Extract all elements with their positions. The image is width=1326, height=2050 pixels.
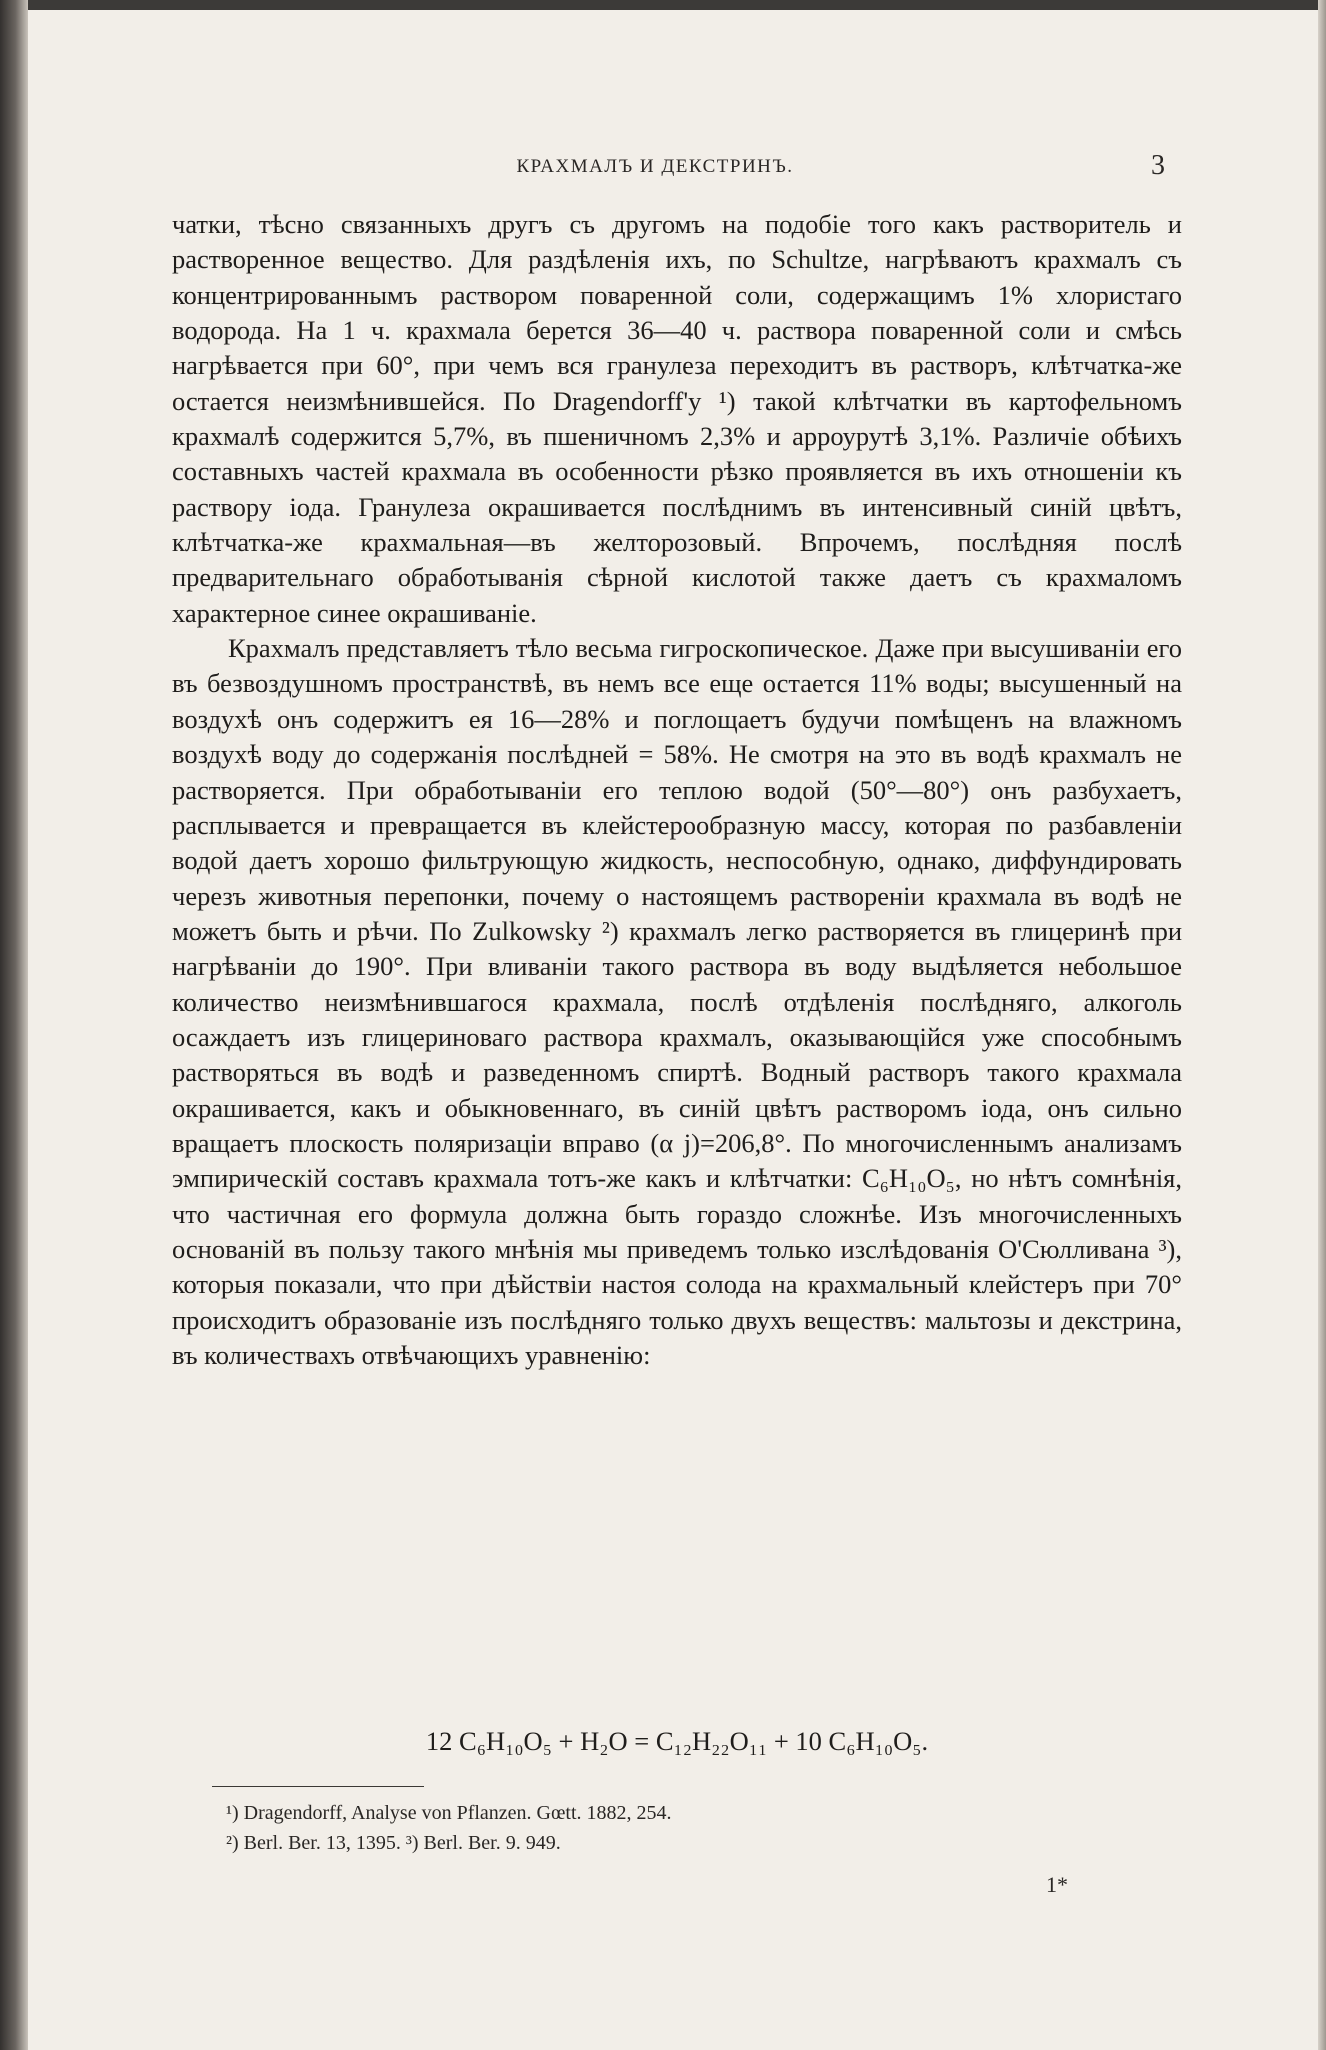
body-text [172, 207, 1182, 1373]
scan-binding-edge [0, 0, 28, 2050]
signature-mark: 1* [1046, 1872, 1068, 1897]
footnote: ²) Berl. Ber. 13, 1395. ³) Berl. Ber. 9. 949. [226, 1832, 561, 1854]
paragraph: чатки, тѣсно связанныхъ другъ съ другомъ на подобіе того какъ растворитель и растворенное вещество. Для раздѣленія ихъ, по Schultze, нагрѣваютъ крахмалъ съ концентрированнымъ раствором поваренной соли, содержащимъ 1% хлористаго водорода. На 1 ч. крахмала берется 36—40 ч. раствора поваренной соли и смѣсь нагрѣвается при 60°, при чемъ вся гранулеза переходитъ въ растворъ, клѣтчатка-же остается неизмѣнившейся. По Dragendorff'у ¹) такой клѣтчатки въ картофельномъ крахмалѣ содержится 5,7%, въ пшеничномъ 2,3% и арроурутѣ 3,1%. Различіе обѣихъ составныхъ частей крахмала въ особенности рѣзко проявляется въ ихъ отношеніи къ раствору іода. Гранулеза окрашивается послѣднимъ въ интенсивный синій цвѣтъ, клѣтчатка-же крахмальная—въ желторозовый. Впрочемъ, послѣдняя послѣ предварительнаго обработыванія сѣрной кислотой также даетъ съ крахмаломъ характерное синее окрашиваніе. [172, 209, 1182, 628]
chemical-equation: 12 C₆H₁₀O₅ + H₂O = C₁₂H₂₂O₁₁ + 10 C₆H₁₀O₅. [425, 1726, 929, 1756]
scan-right-edge [1318, 0, 1326, 2050]
running-title: КРАХМАЛЪ И ДЕКСТРИНЪ. [516, 156, 794, 177]
footnote-divider [212, 1786, 424, 1787]
page-number: 3 [1151, 150, 1165, 181]
footnote: ¹) Dragendorff, Analyse von Pflanzen. Gœtt. 1882, 254. [226, 1802, 672, 1824]
scan-top-edge [0, 0, 1326, 10]
paragraph: Крахмалъ представляетъ тѣло весьма гигроскопическое. Даже при высушиваніи его въ безвоздушномъ пространствѣ, въ немъ все еще остается 11% воды; высушенный на воздухѣ онъ содержитъ ея 16—28% и поглощаетъ будучи помѣщенъ на влажномъ воздухѣ воду до содержанія послѣдней = 58%. Не смотря на это въ водѣ крахмалъ не растворяется. При обработываніи его теплою водой (50°—80°) онъ разбухаетъ, расплывается и превращается въ клейстерообразную массу, которая по разбавленіи водой даетъ хорошо фильтрующую жидкость, неспособную, однако, диффундировать черезъ животныя перепонки, почему о настоящемъ раствореніи крахмала въ водѣ не можетъ быть и рѣчи. По Zulkowsky ²) крахмалъ легко растворяется въ глицеринѣ при нагрѣваніи до 190°. При вливаніи такого раствора въ воду выдѣляется небольшое количество неизмѣнившагося крахмала, послѣ отдѣленія послѣдняго, алкоголь осаждаетъ изъ глицериноваго раствора крахмалъ, оказывающійся уже способнымъ растворяться въ водѣ и разведенномъ спиртѣ. Водный растворъ такого крахмала окрашивается, какъ и обыкновеннаго, въ синій цвѣтъ растворомъ іода, онъ сильно вращаетъ плоскость поляризаціи вправо (α j)=206,8°. По многочисленнымъ анализамъ эмпирическій составъ крахмала тотъ-же какъ и клѣтчатки: C₆H₁₀O₅, но нѣтъ сомнѣнія, что частичная его формула должна быть гораздо сложнѣе. Изъ многочисленныхъ основаній въ пользу такого мнѣнія мы приведемъ только изслѣдованія О'Сюлливана ³), которыя показали, что при дѣйствіи настоя солода на крахмальный клейстеръ при 70° происходитъ образованіе изъ послѣдняго только двухъ веществъ: мальтозы и декстрина, въ количествахъ отвѣчающихъ уравненію: [172, 633, 1182, 1370]
footnotes [226, 1798, 1126, 1858]
running-head [175, 150, 1175, 184]
